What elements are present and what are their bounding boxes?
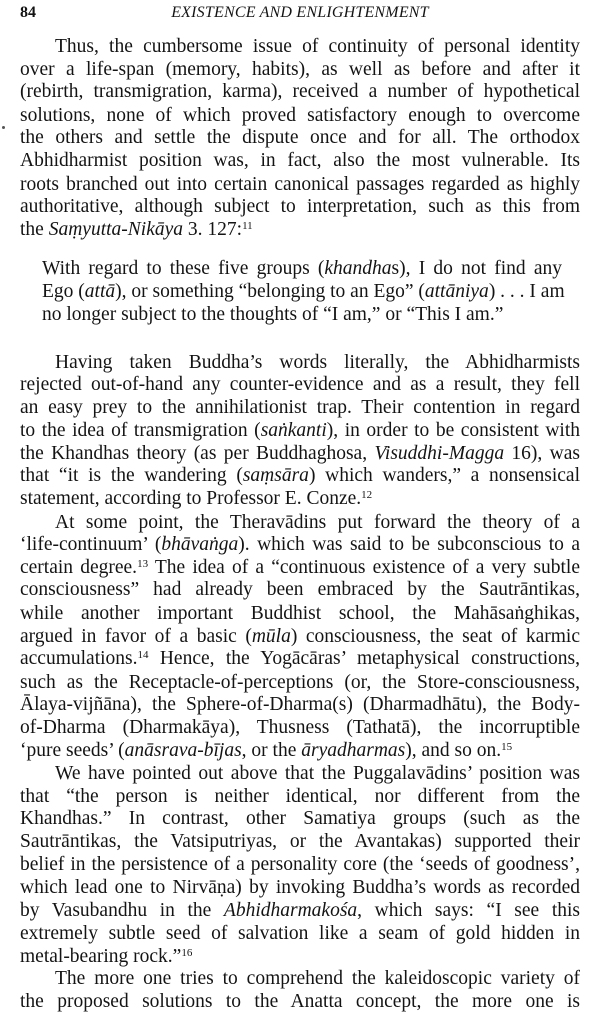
text-segment: Sautrāntikas, the Vatsiputriyas, or the Avantakas) supported their — [20, 831, 580, 852]
text-segment: ), or something “belonging to an Ego” ( — [115, 281, 425, 302]
text-segment: the proposed solutions to the Anatta concept, the more one is — [20, 991, 580, 1012]
text-line — [20, 716, 580, 740]
text-segment: that “the person is neither identical, nor different from the — [20, 786, 580, 807]
text-line — [20, 647, 580, 671]
text-line — [20, 602, 580, 626]
italic-term: bhāvaṅga — [161, 534, 239, 555]
text-line — [20, 853, 580, 877]
text-segment: Abhidharmist position was, in fact, also the most vulnerable. Its — [20, 150, 580, 171]
text-segment: ), in order to be consistent with — [326, 420, 580, 441]
italic-term: saṃsāra — [242, 465, 309, 486]
text-segment: , which says: “I see this — [357, 900, 580, 921]
text-segment: Thus, the cumbersome issue of continuity of personal identity — [55, 36, 580, 57]
text-line — [20, 807, 580, 831]
text-line — [20, 739, 580, 763]
text-segment: 16), was — [504, 443, 580, 464]
text-segment: consciousness” had already been embraced by the Sautrāntikas, — [20, 579, 580, 600]
text-segment: The more one tries to comprehend the kaleidoscopic variety of — [55, 968, 580, 989]
text-segment: which lead one to Nirvāṇa) by invoking Buddha’s words as recorded — [20, 877, 580, 898]
text-segment: while another important Buddhist school, the Mahāsaṅghikas, — [20, 603, 580, 624]
text-line — [55, 35, 580, 59]
text-line — [20, 396, 580, 420]
footnote-ref: 12 — [361, 489, 373, 501]
italic-term: āryadharmas — [301, 740, 406, 761]
text-segment: extremely subtle seed of salvation like a seam of gold hidden in — [20, 923, 580, 944]
italic-term: attāniya — [424, 281, 489, 302]
italic-term: saṅkanti — [260, 420, 327, 441]
text-line — [55, 967, 580, 991]
text-line — [20, 104, 580, 128]
italic-term: attā — [84, 281, 116, 302]
text-line — [20, 173, 580, 197]
margin-mark — [2, 126, 5, 129]
block-quote-line — [42, 303, 562, 327]
text-segment: The idea of a “continuous existence of a very subtle — [148, 557, 580, 578]
text-segment: With regard to these five groups ( — [42, 258, 325, 279]
text-segment: , or the — [241, 740, 302, 761]
text-segment: Ālaya-vijñāna), the Sphere-of-Dharma(s) (Dharmadhātu), the Body- — [20, 694, 580, 715]
italic-term: Visuddhi-Magga — [374, 443, 505, 464]
text-segment: by Vasubandhu in the — [20, 900, 224, 921]
text-segment: ‘pure seeds’ ( — [20, 740, 125, 761]
text-line — [20, 58, 580, 82]
text-line — [20, 625, 580, 649]
text-segment: Ego ( — [42, 281, 85, 302]
running-title: EXISTENCE AND ENLIGHTENMENT — [171, 4, 429, 21]
text-segment: Hence, the Yogācāras’ metaphysical constructions, — [148, 648, 580, 669]
italic-term: khandha — [324, 258, 392, 279]
text-segment: accumulations. — [20, 648, 138, 669]
text-segment: to the idea of transmigration ( — [20, 420, 261, 441]
text-line — [20, 990, 580, 1014]
text-segment: over a life-span (memory, habits), as well as before and after it — [20, 59, 580, 80]
text-line — [20, 373, 580, 397]
text-segment: ) . . . I am — [488, 281, 565, 302]
text-line — [20, 922, 580, 946]
footnote-ref: 14 — [137, 649, 149, 661]
text-line — [20, 785, 580, 809]
text-line — [20, 487, 580, 511]
text-segment: Khandhas.” In contrast, other Samatiya groups (such as the — [20, 808, 580, 829]
text-segment: belief in the persistence of a personality core (the ‘seeds of goodness’, — [20, 854, 580, 875]
text-segment: ) which wanders,” a nonsensical — [308, 465, 580, 486]
text-segment: solutions, none of which proved satisfactory enough to overcome — [20, 105, 580, 126]
text-segment: rejected out-of-hand any counter-evidence and as a result, they fell — [20, 374, 580, 395]
text-segment: ‘life-continuum’ ( — [20, 534, 162, 555]
text-segment: s), I do not find any — [391, 258, 562, 279]
text-segment: no longer subject to the thoughts of “I am,” or “This I am.” — [42, 304, 504, 325]
italic-term: Saṃyutta-Nikāya — [48, 219, 184, 240]
text-segment: roots branched out into certain canonical passages regarded as highly — [20, 174, 580, 195]
text-segment: of-Dharma (Dharmakāya), Thusness (Tathatā), the incorruptible — [20, 717, 580, 738]
text-segment: that “it is the wandering ( — [20, 465, 243, 486]
text-line — [20, 533, 580, 557]
text-segment: an easy prey to the annihilationist trap. Their contention in regard — [20, 397, 580, 418]
block-quote-line — [42, 257, 562, 281]
text-line — [20, 149, 580, 173]
text-segment: the others and settle the dispute once and for all. The orthodox — [20, 127, 580, 148]
text-segment: Having taken Buddha’s words literally, the Abhidharmists — [55, 352, 580, 373]
text-line — [20, 578, 580, 602]
italic-term: mūla — [251, 626, 291, 647]
text-segment: such as the Receptacle-of-perceptions (or, the Store-consciousness, — [20, 672, 580, 693]
text-segment: ) consciousness, the seat of karmic — [290, 626, 580, 647]
text-segment: authoritative, although subject to interpretation, such as this from — [20, 196, 580, 217]
footnote-ref: 11 — [242, 220, 253, 232]
text-segment: 3. 127: — [183, 219, 243, 240]
text-segment: certain degree. — [20, 557, 138, 578]
italic-term: anāsrava-bījas — [124, 740, 242, 761]
italic-term: Abhidharmakośa — [223, 900, 358, 921]
text-line — [55, 762, 580, 786]
text-line — [20, 899, 580, 923]
footnote-ref: 13 — [137, 558, 149, 570]
text-segment: metal-bearing rock.” — [20, 946, 182, 967]
footnote-ref: 15 — [501, 741, 513, 753]
text-segment: ). which was said to be subconscious to a — [238, 534, 581, 555]
text-segment: (rebirth, transmigration, karma), received a number of hypothetical — [20, 81, 580, 102]
text-line — [20, 556, 580, 580]
text-segment: statement, according to Professor E. Conze. — [20, 488, 362, 509]
text-line — [20, 126, 580, 150]
text-line — [20, 442, 580, 466]
text-segment: We have pointed out above that the Puggalavādins’ position was — [55, 763, 580, 784]
page-number: 84 — [20, 4, 36, 21]
text-line — [20, 464, 580, 488]
text-segment: ), and so on. — [405, 740, 502, 761]
block-quote-line — [42, 280, 565, 304]
text-line — [20, 218, 580, 242]
text-line — [55, 511, 580, 535]
text-segment: the — [20, 219, 49, 240]
text-segment: argued in favor of a basic ( — [20, 626, 252, 647]
text-line — [20, 195, 580, 219]
text-line — [20, 419, 580, 443]
text-line — [20, 876, 580, 900]
text-segment: the Khandhas theory (as per Buddhaghosa, — [20, 443, 375, 464]
text-segment: At some point, the Theravādins put forward the theory of a — [55, 512, 580, 533]
text-line — [55, 351, 580, 375]
text-line — [20, 830, 580, 854]
text-line — [20, 671, 580, 695]
text-line — [20, 693, 580, 717]
page-header — [20, 4, 580, 28]
text-line — [20, 945, 580, 969]
footnote-ref: 16 — [181, 947, 193, 959]
text-line — [20, 80, 580, 104]
